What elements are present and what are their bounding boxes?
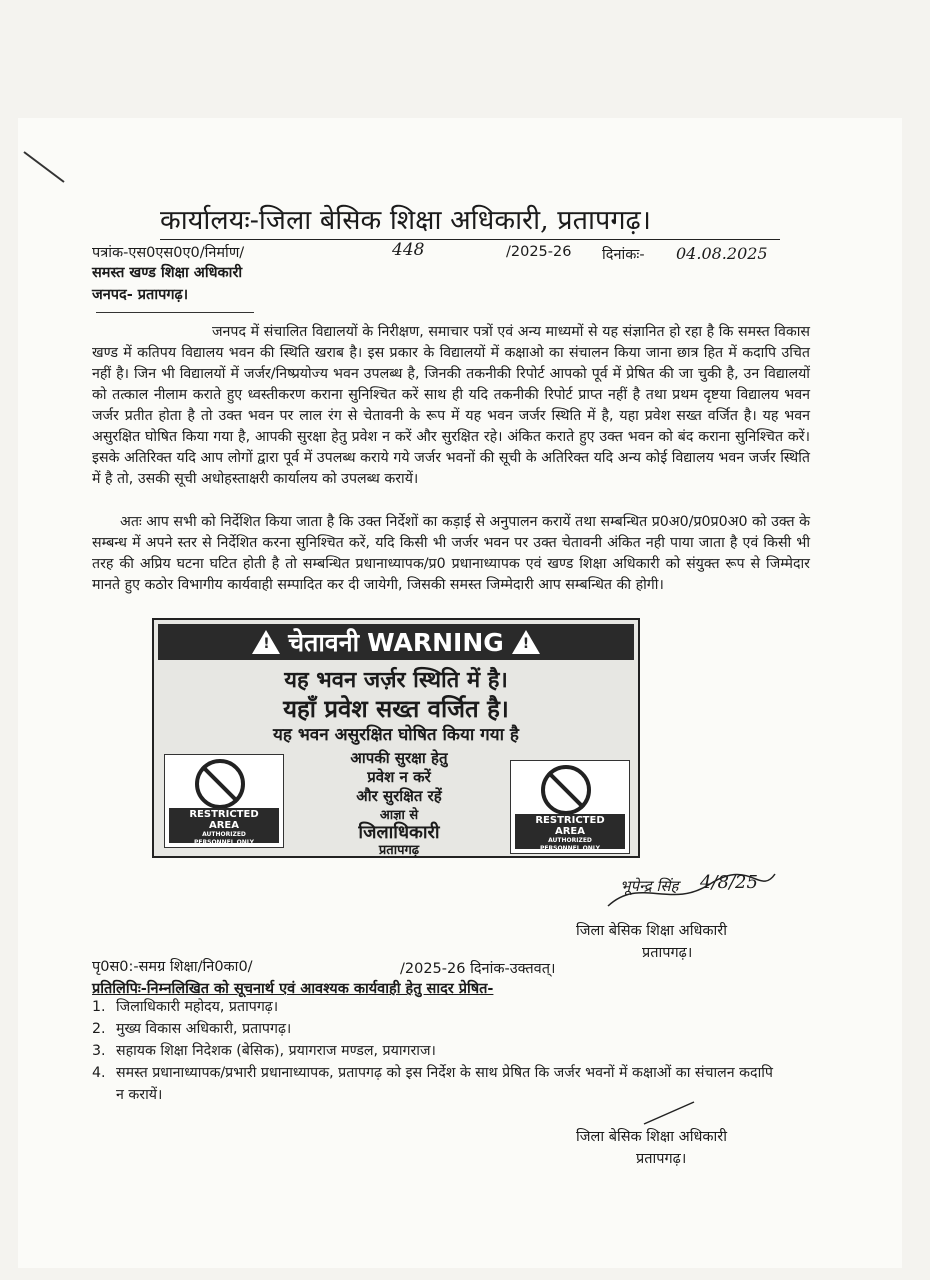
divider xyxy=(96,312,254,313)
list-number: 4. xyxy=(92,1065,106,1081)
ref-year: /2025-26 xyxy=(506,244,572,260)
body-paragraph-1: जनपद में संचालित विद्यालयों के निरीक्षण, समाचार पत्रों एवं अन्य माध्यमों से यह संज्ञानित हो रहा है कि समस्त विकास खण्ड में कतिपय विद्यालय भवन की स्थिति खराब है। इस प्रकार के विद्यालयों में कक्षाओ का संचालन किया जाना छात्र हित में कदापि उचित नहीं है। जिन भी विद्यालयों में जर्जर/निष्प्रयोज्य भवन उपलब्ध है, जिनकी तकनीकी रिपोर्ट आपको पूर्व में प्रेषित की जा चुकी है, उन विद्यालयों को तत्काल नीलाम कराते हुए ध्वस्तीकरण कराना सुनिश्चित करें साथ ही यदि तकनीकी रिपोर्ट प्राप्त नहीं है तथा प्रथम दृष्टया विद्यालय भवन जर्जर प्रतीत होता है तो उक्त भवन पर लाल रंग से चेतावनी के रूप में यह भवन जर्जर स्थिति में है, यहा प्रवेश सख्त वर्जित है। यह भवन असुरक्षित घोषित किया गया है, आपकी सुरक्षा हेतु प्रवेश न करें और सुरक्षित रहे। अंकित कराते हुए उक्त भवन को बंद कराना सुनिश्चित करें। इसके अतिरिक्त यदि आप लोगों द्वारा पूर्व में उपलब्ध कराये गये जर्जर भवनों की सूची के अतिरिक्त यदि अन्य कोई विद्यालय भवन जर्जर स्थिति में है तो, उसकी सूची अधोहस्ताक्षरी कार्यालय को उपलब्ध करायें। xyxy=(92,324,810,487)
office-heading: कार्यालयः-जिला बेसिक शिक्षा अधिकारी, प्रतापगढ़। xyxy=(160,200,780,240)
warning-board xyxy=(152,618,640,858)
date-label: दिनांकः- xyxy=(602,247,645,263)
sign-restricted: RESTRICTED xyxy=(189,809,259,820)
warning-line-3: यह भवन असुरक्षित घोषित किया गया है xyxy=(273,725,519,745)
list-text: सहायक शिक्षा निदेशक (बेसिक), प्रयागराज मण्डल, प्रयागराज। xyxy=(116,1043,436,1059)
list-text: जिलाधिकारी महोदय, प्रतापगढ़। xyxy=(116,999,279,1015)
ref-number: 448 xyxy=(392,240,425,260)
warning-banner-hindi: चेतावनी xyxy=(288,628,360,657)
signature-date: 4/8/25 xyxy=(700,872,758,893)
copy-ref: पृ0स0:-समग्र शिक्षा/नि0का0/ xyxy=(92,959,253,975)
signature-scrawl: भूपेन्द्र सिंह xyxy=(620,877,679,895)
copy-heading: प्रतिलिपिः-निम्नलिखित को सूचनार्थ एवं आवश्यक कार्यवाही हेतु सादर प्रेषित- xyxy=(92,981,494,997)
list-text: समस्त प्रधानाध्यापक/प्रभारी प्रधानाध्यापक, प्रतापगढ़ को इस निर्देश के साथ प्रेषित कि जर्जर भवनों में कक्षाओं का संचालन कदापि न करायें। xyxy=(116,1065,773,1103)
warning-center-2: प्रवेश न करें xyxy=(367,768,431,786)
initial-stroke xyxy=(640,1098,700,1128)
warning-center-5: जिलाधिकारी xyxy=(358,822,440,843)
sign-restricted: RESTRICTED xyxy=(535,815,605,826)
restricted-sign-left xyxy=(164,754,284,848)
warning-triangle-icon: ! xyxy=(252,630,280,654)
sign-area: AREA xyxy=(554,826,585,837)
signature-stroke xyxy=(600,866,780,916)
addressee-line1: समस्त खण्ड शिक्षा अधिकारी xyxy=(92,265,243,281)
list-number: 2. xyxy=(92,1021,106,1037)
warning-banner-english: WARNING xyxy=(367,627,504,657)
list-item xyxy=(92,1040,782,1062)
footer-title: जिला बेसिक शिक्षा अधिकारी xyxy=(576,1129,727,1145)
list-item xyxy=(92,996,782,1018)
no-entry-icon xyxy=(541,765,591,815)
date-value: 04.08.2025 xyxy=(676,244,768,263)
warning-center-4: आज्ञा से xyxy=(379,808,419,823)
warning-center-3: और सुरक्षित रहें xyxy=(356,787,442,805)
list-item xyxy=(92,1018,782,1040)
warning-center-6: प्रतापगढ़ xyxy=(378,843,420,858)
warning-banner xyxy=(158,624,634,660)
no-entry-icon xyxy=(195,759,245,809)
restricted-sign-right xyxy=(510,760,630,854)
warning-triangle-icon: ! xyxy=(512,630,540,654)
warning-line-2: यहाँ प्रवेश सख्त वर्जित है। xyxy=(283,695,509,723)
sign-authorized: AUTHORIZED xyxy=(202,831,246,838)
warning-center-1: आपकी सुरक्षा हेतु xyxy=(350,749,448,767)
list-text: मुख्य विकास अधिकारी, प्रतापगढ़। xyxy=(116,1021,292,1037)
list-number: 3. xyxy=(92,1043,106,1059)
sign-personnel: PERSONNEL ONLY xyxy=(540,845,600,852)
list-number: 1. xyxy=(92,999,106,1015)
signatory-title: जिला बेसिक शिक्षा अधिकारी xyxy=(576,923,727,939)
sign-personnel: PERSONNEL ONLY xyxy=(194,839,254,846)
pen-mark xyxy=(20,148,70,188)
footer-place: प्रतापगढ़। xyxy=(636,1151,687,1167)
ref-prefix: पत्रांक-एस0एस0ए0/निर्माण/ xyxy=(92,245,245,261)
copy-ref-tail: /2025-26 दिनांक-उक्तवत्। xyxy=(400,961,556,977)
copy-list xyxy=(92,996,782,1106)
signatory-place: प्रतापगढ़। xyxy=(642,945,693,961)
addressee-line2: जनपद- प्रतापगढ़। xyxy=(92,287,189,303)
body-paragraph-2: अतः आप सभी को निर्देशित किया जाता है कि उक्त निर्देशों का कड़ाई से अनुपालन करायें तथा सम्बन्धित प्र0अ0/प्र0प्र0अ0 को उक्त के सम्बन्ध में अपने स्तर से निर्देशित करना सुनिश्चित करें, यदि किसी भी जर्जर भवन पर उक्त चेतावनी अंकित नही पाया जाता है एवं किसी भी तरह की अप्रिय घटना घटित होती है तो सम्बन्धित प्रधानाध्यापक/प्र0 प्रधानाध्यापक एवं खण्ड शिक्षा अधिकारी को संयुक्त रूप से जिम्मेदार मानते हुए कठोर विभागीय कार्यवाही सम्पादित कर दी जायेगी, जिसकी समस्त जिम्मेदारी आप सम्बन्धित की होगी। xyxy=(92,514,810,593)
sign-authorized: AUTHORIZED xyxy=(548,837,592,844)
sign-area: AREA xyxy=(208,820,239,831)
warning-line-1: यह भवन जर्ज़र स्थिति में है। xyxy=(284,668,508,693)
